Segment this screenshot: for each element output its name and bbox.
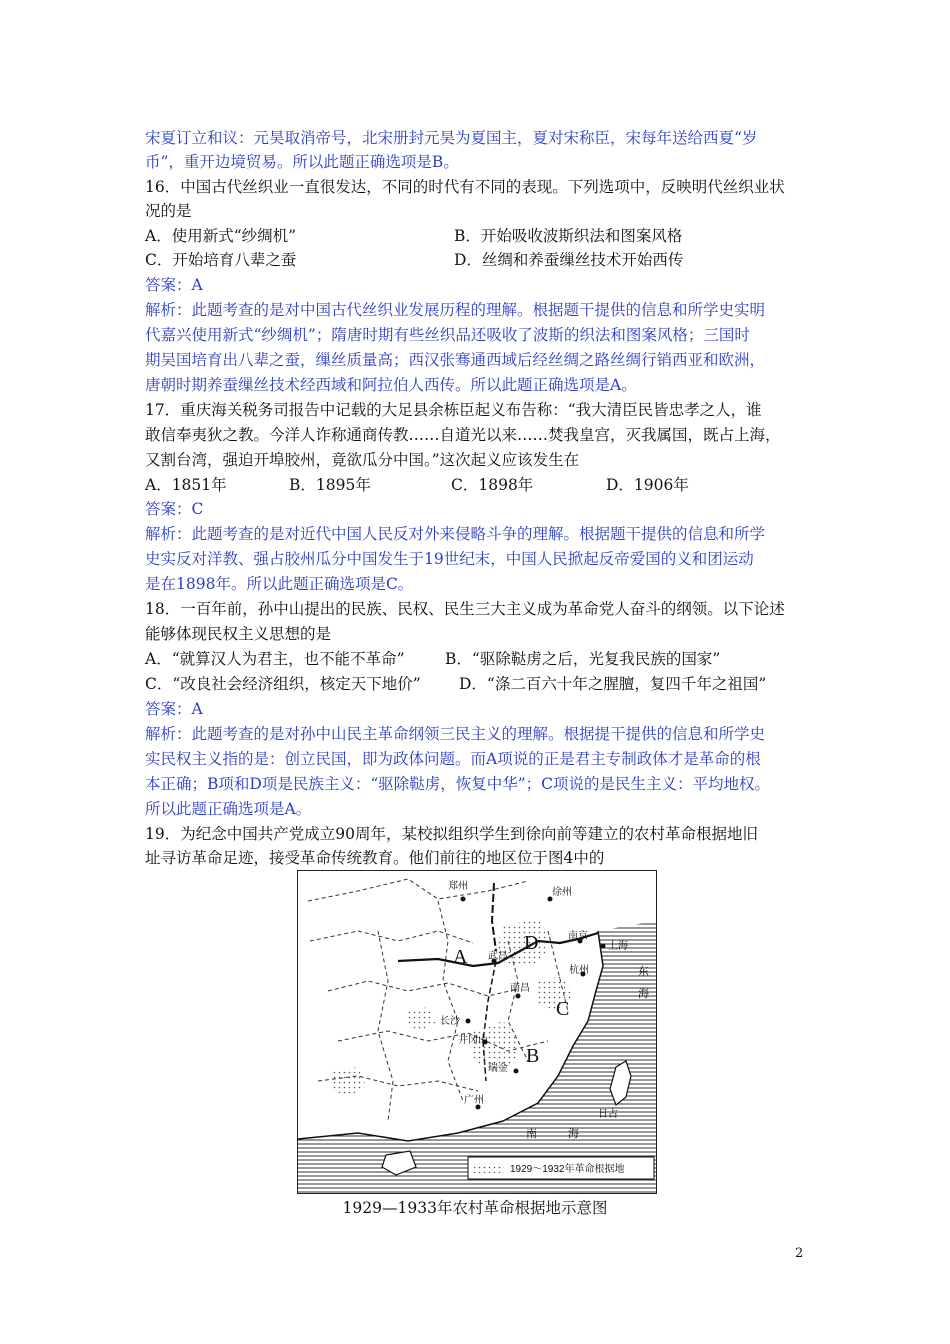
- q16-explanation-line-4: 唐朝时期养蚕缫丝技术经西域和阿拉伯人西传。所以此题正确选项是A。: [145, 376, 637, 394]
- q17-explanation-line-2: 史实反对洋教、强占胶州瓜分中国发生于19世纪末，中国人民掀起反帝爱国的义和团运动: [145, 550, 754, 568]
- region-label-a: A: [453, 946, 468, 968]
- city-label-taiwan: 日占: [598, 1109, 618, 1120]
- intro-line-2: 币”，重开边境贸易。所以此题正确选项是B。: [145, 153, 459, 171]
- q18-explanation-line-3: 本正确；B项和D项是民族主义：“驱除鞑虏，恢复中华”；C项说的是民生主义：平均地权。: [145, 775, 771, 793]
- q17-stem-line-1: 17．重庆海关税务司报告中记载的大足县余栋臣起义布告称：“我大清臣民皆忠孝之人，谁: [145, 401, 762, 419]
- q16-explanation-line-3: 期吴国培育出八辈之蚕，缫丝质量高；西汉张骞通西域后经丝绸之路丝绸行销西亚和欧洲，: [145, 351, 766, 369]
- q17-stem-line-2: 敢信奉夷狄之教。今洋人诈称通商传教……自道光以来……焚我皇宫，灭我属国，既占上海，: [145, 426, 781, 444]
- q16-explanation-line-1: 解析：此题考查的是对中国古代丝织业发展历程的理解。根据题干提供的信息和所学史实明: [145, 301, 766, 319]
- q18-option-b: B．“驱除鞑虏之后，光复我民族的国家”: [445, 650, 721, 668]
- sea-label-east: 东: [638, 966, 649, 978]
- q17-answer: 答案：C: [145, 500, 204, 518]
- city-label-jinggangshan: 井冈山: [458, 1035, 488, 1046]
- sea-label-south-2: 海: [568, 1128, 579, 1140]
- region-label-b: B: [526, 1045, 540, 1067]
- city-label-shanghai: 上海: [608, 941, 628, 952]
- q17-option-c: C．1898年: [451, 476, 534, 494]
- region-label-d: D: [524, 932, 539, 954]
- intro-line-1: 宋夏订立和议：元昊取消帝号，北宋册封元昊为夏国主，夏对宋称臣，宋每年送给西夏“岁: [145, 129, 758, 147]
- q18-option-d: D．“涤二百六十年之腥膻，复四千年之祖国”: [459, 675, 767, 693]
- q17-option-d: D．1906年: [606, 476, 689, 494]
- q17-explanation-line-3: 是在1898年。所以此题正确选项是C。: [145, 575, 414, 593]
- q16-answer: 答案：A: [145, 276, 203, 294]
- page-number: 2: [795, 1246, 804, 1261]
- q16-option-d: D．丝绸和养蚕缫丝技术开始西传: [454, 251, 684, 269]
- q17-option-b: B．1895年: [289, 476, 371, 494]
- city-label-ruijin: 瑞金: [488, 1063, 508, 1074]
- base-area-map: [297, 870, 657, 1194]
- q17-option-a: A．1851年: [145, 476, 227, 494]
- region-label-c: C: [556, 998, 570, 1020]
- q16-option-c: C．开始培育八辈之蚕: [145, 251, 297, 269]
- q16-option-a: A．使用新式“纱绸机”: [145, 227, 297, 245]
- city-label-changsha: 长沙: [440, 1016, 460, 1027]
- figure-caption: 1929—1933年农村革命根据地示意图: [342, 1199, 608, 1217]
- q16-stem-line-1: 16．中国古代丝织业一直很发达，不同的时代有不同的表现。下列选项中，反映明代丝织业状: [145, 178, 785, 196]
- city-label-zhengzhou: 郑州: [448, 881, 468, 892]
- city-label-guangzhou: 广州: [464, 1095, 484, 1106]
- q18-stem-line-2: 能够体现民权主义思想的是: [145, 625, 332, 643]
- legend-label: 1929～1932年革命根据地: [510, 1164, 625, 1175]
- q19-stem-line-1: 19．为纪念中国共产党成立90周年，某校拟组织学生到徐向前等建立的农村革命根据地旧: [145, 825, 758, 843]
- q17-explanation-line-1: 解析：此题考查的是对近代中国人民反对外来侵略斗争的理解。根据题干提供的信息和所学: [145, 525, 766, 543]
- railway-north: [492, 883, 496, 951]
- q18-answer: 答案：A: [145, 700, 203, 718]
- q18-option-a: A．“就算汉人为君主，也不能不革命”: [145, 650, 405, 668]
- q16-explanation-line-2: 代嘉兴使用新式“纱绸机”；隋唐时期有些丝织品还吸收了波斯的织法和图案风格；三国时: [145, 326, 750, 344]
- q16-option-b: B．开始吸收波斯织法和图案风格: [454, 227, 683, 245]
- q19-stem-line-2: 址寻访革命足迹，接受革命传统教育。他们前往的地区位于图4中的: [145, 849, 605, 867]
- city-label-wuchang: 武昌: [488, 951, 508, 962]
- sea-label-east-2: 海: [638, 988, 649, 1000]
- base-area-a: [406, 1007, 436, 1031]
- q18-option-c: C．“改良社会经济组织，核定天下地价”: [145, 675, 421, 693]
- q17-stem-line-3: 又割台湾，强迫开埠胶州，竟欲瓜分中国。”这次起义应该发生在: [145, 451, 580, 469]
- legend-swatch: [474, 1163, 504, 1173]
- q18-explanation-line-4: 所以此题正确选项是A。: [145, 800, 312, 818]
- q18-explanation-line-1: 解析：此题考查的是对孙中山民主革命纲领三民主义的理解。根据提干提供的信息和所学史: [145, 725, 766, 743]
- q16-stem-line-2: 况的是: [145, 202, 192, 220]
- city-label-nanchang: 南昌: [510, 983, 530, 994]
- sea-label-south: 南: [526, 1128, 537, 1140]
- q18-explanation-line-2: 实民权主义指的是：创立民国，即为政体问题。而A项说的正是君主专制政体才是革命的根: [145, 750, 761, 768]
- city-label-xuzhou: 徐州: [552, 887, 572, 898]
- city-label-hangzhou: 杭州: [569, 965, 589, 976]
- base-area-west: [330, 1067, 366, 1097]
- q18-stem-line-1: 18．一百年前，孙中山提出的民族、民权、民生三大主义成为革命党人奋斗的纲领。以下论述: [145, 600, 785, 618]
- city-label-nanjing: 南京: [568, 931, 588, 942]
